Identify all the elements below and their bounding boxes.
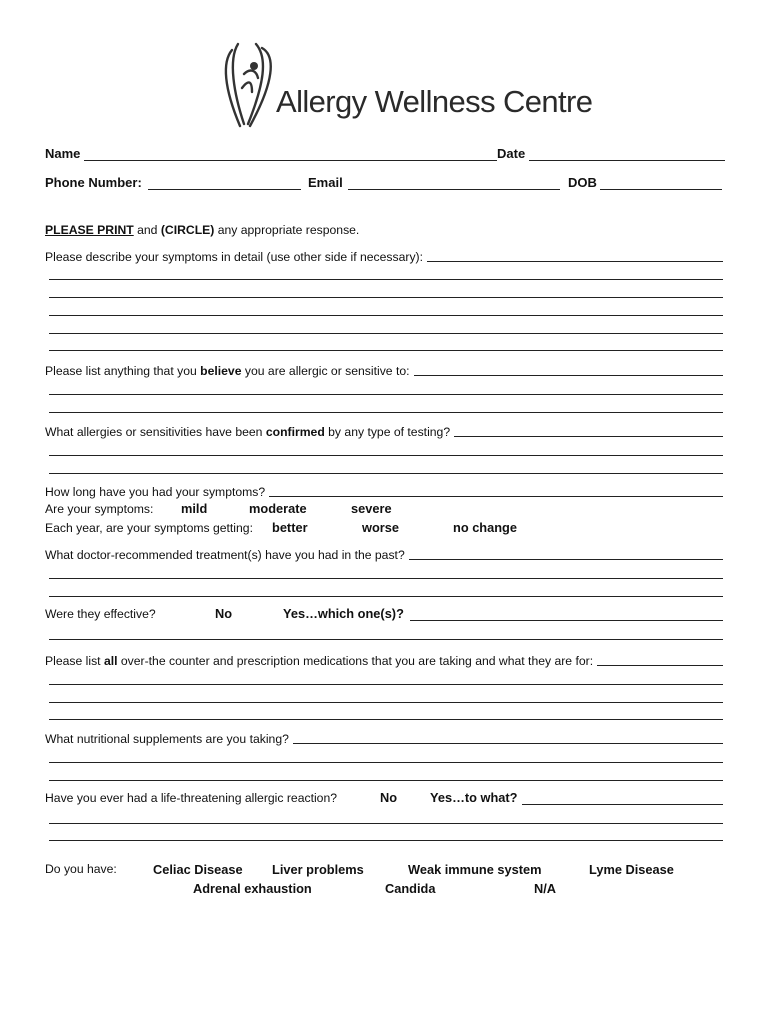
effective-field[interactable] <box>410 620 723 621</box>
condition-adrenal[interactable]: Adrenal exhaustion <box>193 881 312 896</box>
confirmed-field[interactable] <box>454 436 723 437</box>
believe-label: Please list anything that you believe you are allergic or sensitive to: <box>45 364 410 378</box>
supplements-line[interactable] <box>49 762 723 763</box>
medications-line[interactable] <box>49 719 723 720</box>
reaction-line[interactable] <box>49 823 723 824</box>
medications-field[interactable] <box>597 665 723 666</box>
confirmed-line[interactable] <box>49 455 723 456</box>
logo <box>218 40 593 132</box>
condition-weak-immune[interactable]: Weak immune system <box>408 862 542 877</box>
trend-label: Each year, are your symptoms getting: <box>45 521 253 535</box>
name-field[interactable] <box>84 160 497 161</box>
trend-option-no-change[interactable]: no change <box>453 520 517 535</box>
supplements-line[interactable] <box>49 780 723 781</box>
condition-lyme[interactable]: Lyme Disease <box>589 862 674 877</box>
believe-line[interactable] <box>49 412 723 413</box>
name-label: Name <box>45 146 81 161</box>
medications-line[interactable] <box>49 684 723 685</box>
medications-label: Please list all over-the counter and prescription medications that you are taking and what they are for: <box>45 654 594 668</box>
believe-field[interactable] <box>414 375 724 376</box>
dob-field[interactable] <box>600 189 722 190</box>
date-label: Date <box>497 146 526 161</box>
condition-candida[interactable]: Candida <box>385 881 436 896</box>
symptoms-label: Please describe your symptoms in detail (use other side if necessary): <box>45 250 423 264</box>
condition-na[interactable]: N/A <box>534 881 557 896</box>
reaction-label: Have you ever had a life-threatening allergic reaction? <box>45 791 337 805</box>
treatments-field[interactable] <box>409 559 723 560</box>
conditions-label: Do you have: <box>45 862 117 876</box>
brand-name: Allergy Wellness Centre <box>276 84 593 119</box>
reaction-option-no[interactable]: No <box>380 790 398 805</box>
treatments-question <box>45 546 723 562</box>
trend-option-worse[interactable]: worse <box>362 520 399 535</box>
how-long-field[interactable] <box>269 496 723 497</box>
severity-option-severe[interactable]: severe <box>351 501 392 516</box>
symptoms-line[interactable] <box>49 315 723 316</box>
phone-label: Phone Number: <box>45 175 142 190</box>
instruction-circle: (CIRCLE) <box>160 223 215 237</box>
phone-field[interactable] <box>148 189 301 190</box>
medications-line[interactable] <box>49 702 723 703</box>
condition-liver[interactable]: Liver problems <box>272 862 364 877</box>
severity-label: Are your symptoms: <box>45 502 154 516</box>
instructions <box>45 223 359 237</box>
instruction-rest: any appropriate response. <box>217 223 360 237</box>
believe-question <box>45 362 723 378</box>
believe-line[interactable] <box>49 394 723 395</box>
effective-line[interactable] <box>49 639 723 640</box>
effective-option-no[interactable]: No <box>215 606 233 621</box>
treatments-line[interactable] <box>49 596 723 597</box>
symptoms-line[interactable] <box>49 350 723 351</box>
reaction-line[interactable] <box>49 840 723 841</box>
condition-celiac[interactable]: Celiac Disease <box>153 862 243 877</box>
severity-option-moderate[interactable]: moderate <box>249 501 307 516</box>
dob-label: DOB <box>568 175 597 190</box>
symptoms-question <box>45 248 723 264</box>
trend-option-better[interactable]: better <box>272 520 308 535</box>
treatments-label: What doctor-recommended treatment(s) have you had in the past? <box>45 548 405 562</box>
symptoms-field[interactable] <box>427 261 723 262</box>
medications-question <box>45 652 723 668</box>
confirmed-label: What allergies or sensitivities have been confirmed by any type of testing? <box>45 425 451 439</box>
reaction-option-yes[interactable]: Yes…to what? <box>430 790 518 805</box>
how-long-question <box>45 483 723 499</box>
confirmed-line[interactable] <box>49 473 723 474</box>
supplements-field[interactable] <box>293 743 723 744</box>
reaction-field[interactable] <box>522 804 723 805</box>
instruction-and: and <box>137 223 158 237</box>
confirmed-question <box>45 423 723 439</box>
email-label: Email <box>308 175 343 190</box>
instruction-print: PLEASE PRINT <box>45 223 134 237</box>
supplements-label: What nutritional supplements are you taking? <box>45 732 289 746</box>
supplements-question <box>45 730 723 746</box>
symptoms-line[interactable] <box>49 333 723 334</box>
severity-option-mild[interactable]: mild <box>181 501 208 516</box>
email-field[interactable] <box>348 189 560 190</box>
symptoms-line[interactable] <box>49 297 723 298</box>
effective-label: Were they effective? <box>45 607 156 621</box>
effective-option-yes[interactable]: Yes…which one(s)? <box>283 606 404 621</box>
treatments-line[interactable] <box>49 578 723 579</box>
how-long-label: How long have you had your symptoms? <box>45 485 266 499</box>
date-field[interactable] <box>529 160 725 161</box>
symptoms-line[interactable] <box>49 279 723 280</box>
